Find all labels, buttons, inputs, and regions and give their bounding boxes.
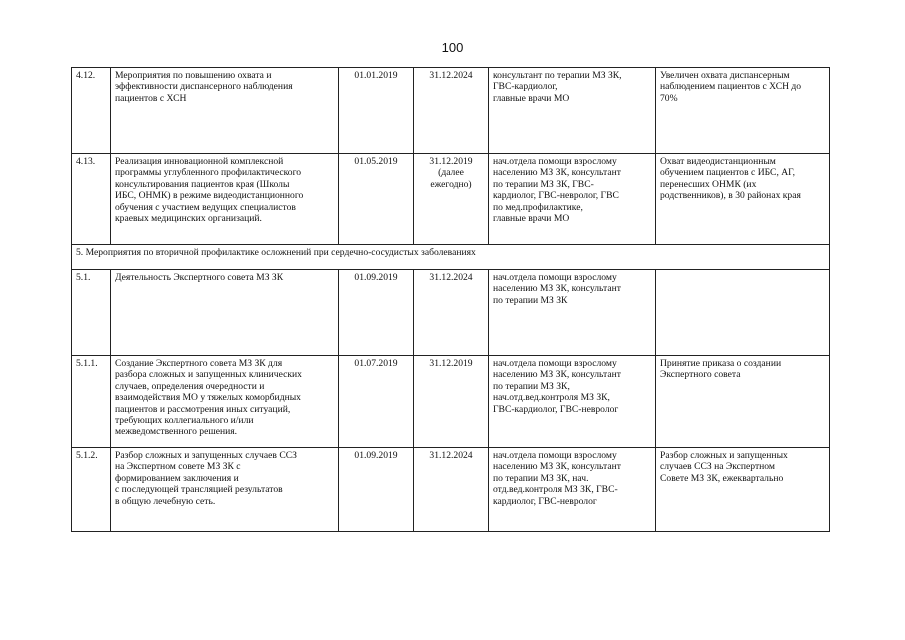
start-date: 01.05.2019 <box>339 154 414 245</box>
action-plan-table <box>71 67 830 532</box>
table-row <box>72 154 830 245</box>
responsible: нач.отдела помощи взрослому населению МЗ ЗК, консультант по терапии МЗ ЗК, нач. отд.вед.контроля МЗ ЗК, ГВС- кардиолог, ГВС-невролог <box>489 448 656 532</box>
table-row <box>72 448 830 532</box>
start-date: 01.01.2019 <box>339 68 414 154</box>
start-date: 01.09.2019 <box>339 448 414 532</box>
activity-title: Создание Экспертного совета МЗ ЗК для разбора сложных и запущенных клинических случаев, определения очередности и взаимодействия МО у тяжелых коморбидных пациентов и рассмотрения иных ситуаций, требующих коллегиального и/или межведомственного решения. <box>111 356 339 448</box>
table-row <box>72 68 830 154</box>
page-number: 100 <box>441 40 464 55</box>
end-date: 31.12.2019 <box>414 356 489 448</box>
section-title: 5. Мероприятия по вторичной профилактике осложнений при сердечно-сосудистых заболеваниях <box>72 245 830 270</box>
responsible: консультант по терапии МЗ ЗК, ГВС-кардиолог, главные врачи МО <box>489 68 656 154</box>
row-number: 4.13. <box>72 154 111 245</box>
responsible: нач.отдела помощи взрослому населению МЗ ЗК, консультант по терапии МЗ ЗК <box>489 270 656 356</box>
expected-result: Принятие приказа о создании Экспертного совета <box>656 356 830 448</box>
table-row <box>72 270 830 356</box>
end-date: 31.12.2024 <box>414 270 489 356</box>
end-date: 31.12.2024 <box>414 68 489 154</box>
start-date: 01.09.2019 <box>339 270 414 356</box>
end-date: 31.12.2019 (далее ежегодно) <box>414 154 489 245</box>
activity-title: Деятельность Экспертного совета МЗ ЗК <box>111 270 339 356</box>
table-row <box>72 356 830 448</box>
expected-result: Увеличен охвата диспансерным наблюдением пациентов с ХСН до 70% <box>656 68 830 154</box>
row-number: 4.12. <box>72 68 111 154</box>
section-header-row <box>72 245 830 270</box>
expected-result: Разбор сложных и запущенных случаев ССЗ на Экспертном Совете МЗ ЗК, ежеквартально <box>656 448 830 532</box>
activity-title: Разбор сложных и запущенных случаев ССЗ на Экспертном совете МЗ ЗК с формированием заключения и с последующей трансляцией результатов в общую лечебную сеть. <box>111 448 339 532</box>
expected-result: Охват видеодистанционным обучением пациентов с ИБС, АГ, перенесших ОНМК (их родственников), в 30 районах края <box>656 154 830 245</box>
start-date: 01.07.2019 <box>339 356 414 448</box>
row-number: 5.1.1. <box>72 356 111 448</box>
expected-result <box>656 270 830 356</box>
activity-title: Мероприятия по повышению охвата и эффективности диспансерного наблюдения пациентов с ХСН <box>111 68 339 154</box>
responsible: нач.отдела помощи взрослому населению МЗ ЗК, консультант по терапии МЗ ЗК, нач.отд.вед.контроля МЗ ЗК, ГВС-кардиолог, ГВС-невролог <box>489 356 656 448</box>
activity-title: Реализация инновационной комплексной программы углубленного профилактического консультирования пациентов края (Школы ИБС, ОНМК) в режиме видеодистанционного обучения с участием ведущих специалистов краевых медицинских организаций. <box>111 154 339 245</box>
row-number: 5.1. <box>72 270 111 356</box>
end-date: 31.12.2024 <box>414 448 489 532</box>
responsible: нач.отдела помощи взрослому населению МЗ ЗК, консультант по терапии МЗ ЗК, ГВС- кардиолог, ГВС-невролог, ГВС по мед.профилактике, главные врачи МО <box>489 154 656 245</box>
row-number: 5.1.2. <box>72 448 111 532</box>
